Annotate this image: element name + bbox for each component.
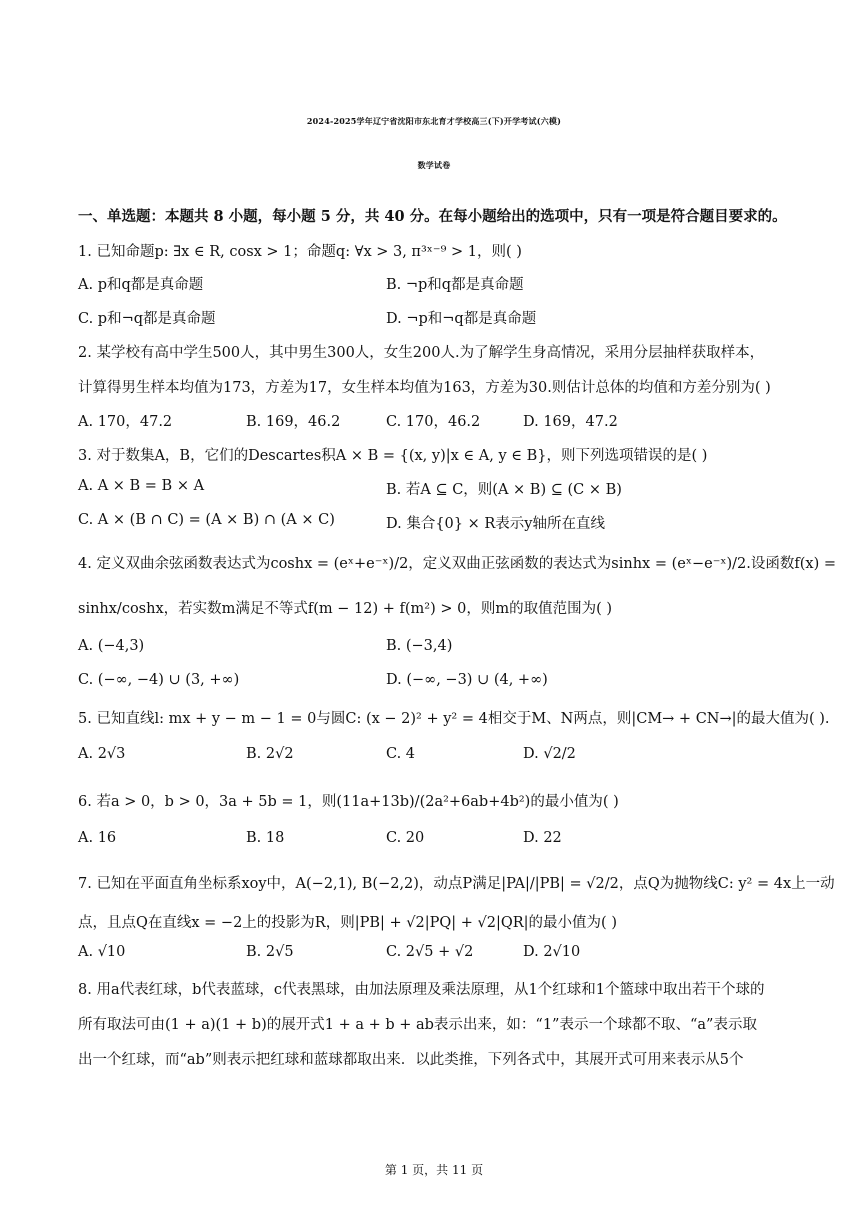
question-1-option-d: D. ¬p和¬q都是真命题 (386, 311, 537, 327)
question-3-stem: 3. 对于数集A，B，它们的Descartes积A × B = {(x, y)|x ∈ A, y ∈ B}，则下列选项错误的是( ) (78, 448, 708, 464)
question-2-stem-line1: 2. 某学校有高中学生500人，其中男生300人，女生200人.为了解学生身高情况，采用分层抽样获取样本， (78, 345, 765, 361)
question-4-option-d: D. (−∞, −3) ∪ (4, +∞) (386, 672, 548, 688)
question-5-option-b: B. 2√2 (246, 746, 294, 762)
question-4-option-b: B. (−3,4) (386, 638, 453, 654)
question-8-stem-line1: 8. 用a代表红球，b代表蓝球，c代表黑球，由加法原理及乘法原理，从1个红球和1个篮球中取出若干个球的 (78, 982, 765, 998)
question-6-option-c: C. 20 (386, 830, 425, 846)
question-2-option-b: B. 169，46.2 (246, 414, 341, 430)
question-2-stem-line2: 计算得男生样本均值为173，方差为17，女生样本均值为163，方差为30.则估计总体的均值和方差分别为( ) (78, 380, 771, 396)
question-5-option-d: D. √2/2 (523, 746, 576, 762)
question-5-option-c: C. 4 (386, 746, 416, 762)
question-8-stem-line3: 出一个红球，而“ab”则表示把红球和蓝球都取出来．以此类推，下列各式中，其展开式可用来表示从5个 (78, 1052, 744, 1068)
question-2-option-c: C. 170，46.2 (386, 414, 481, 430)
question-8-stem-line2: 所有取法可由(1 + a)(1 + b)的展开式1 + a + b + ab表示出来，如：“1”表示一个球都不取、“a”表示取 (78, 1017, 757, 1033)
question-5-option-a: A. 2√3 (78, 746, 126, 762)
question-1-stem: 1. 已知命题p: ∃x ∈ R, cosx > 1；命题q: ∀x > 3, π³ˣ⁻⁹ > 1，则( ) (78, 244, 522, 260)
question-3-option-b: B. 若A ⊆ C，则(A × B) ⊆ (C × B) (386, 482, 622, 498)
question-6-option-d: D. 22 (523, 830, 562, 846)
question-1-option-b: B. ¬p和q都是真命题 (386, 277, 524, 293)
question-6-option-b: B. 18 (246, 830, 285, 846)
exam-subtitle: 数学试卷 (417, 160, 451, 170)
question-1-option-c: C. p和¬q都是真命题 (78, 311, 216, 327)
question-4-option-c: C. (−∞, −4) ∪ (3, +∞) (78, 672, 240, 688)
question-5-stem: 5. 已知直线l: mx + y − m − 1 = 0与圆C: (x − 2)² + y² = 4相交于M、N两点，则|CM→ + CN→|的最大值为( ). (78, 711, 830, 727)
question-7-option-d: D. 2√10 (523, 944, 581, 960)
question-7-option-a: A. √10 (78, 944, 126, 960)
question-3-option-a: A. A × B = B × A (78, 478, 205, 494)
question-7-stem-line2: 点，且点Q在直线x = −2上的投影为R，则|PB| + √2|PQ| + √2|QR|的最小值为( ) (78, 915, 617, 931)
question-4-stem-line1: 4. 定义双曲余弦函数表达式为coshx = (eˣ+e⁻ˣ)/2，定义双曲正弦函数的表达式为sinhx = (eˣ−e⁻ˣ)/2.设函数f(x) = (78, 556, 837, 572)
question-7-stem-line1: 7. 已知在平面直角坐标系xoy中，A(−2,1), B(−2,2)，动点P满足|PA|/|PB| = √2/2，点Q为抛物线C: y² = 4x上一动 (78, 876, 835, 892)
question-3-option-c: C. A × (B ∩ C) = (A × B) ∩ (A × C) (78, 512, 335, 528)
question-4-stem-line2: sinhx/coshx，若实数m满足不等式f(m − 12) + f(m²) > 0，则m的取值范围为( ) (78, 601, 612, 617)
question-3-option-d: D. 集合{0} × R表示y轴所在直线 (386, 516, 605, 532)
page-number: 第 1 页，共 11 页 (384, 1163, 484, 1177)
exam-title: 2024-2025学年辽宁省沈阳市东北育才学校高三(下)开学考试(六模) (306, 116, 562, 126)
question-2-option-a: A. 170，47.2 (78, 414, 173, 430)
question-6-stem: 6. 若a > 0，b > 0，3a + 5b = 1，则(11a+13b)/(2a²+6ab+4b²)的最小值为( ) (78, 794, 619, 810)
question-4-option-a: A. (−4,3) (78, 638, 145, 654)
question-2-option-d: D. 169，47.2 (523, 414, 618, 430)
question-1-option-a: A. p和q都是真命题 (78, 277, 204, 293)
question-6-option-a: A. 16 (78, 830, 117, 846)
question-7-option-c: C. 2√5 + √2 (386, 944, 474, 960)
section-heading: 一、单选题：本题共 8 小题，每小题 5 分，共 40 分。在每小题给出的选项中，只有一项是符合题目要求的。 (78, 208, 787, 225)
question-7-option-b: B. 2√5 (246, 944, 294, 960)
